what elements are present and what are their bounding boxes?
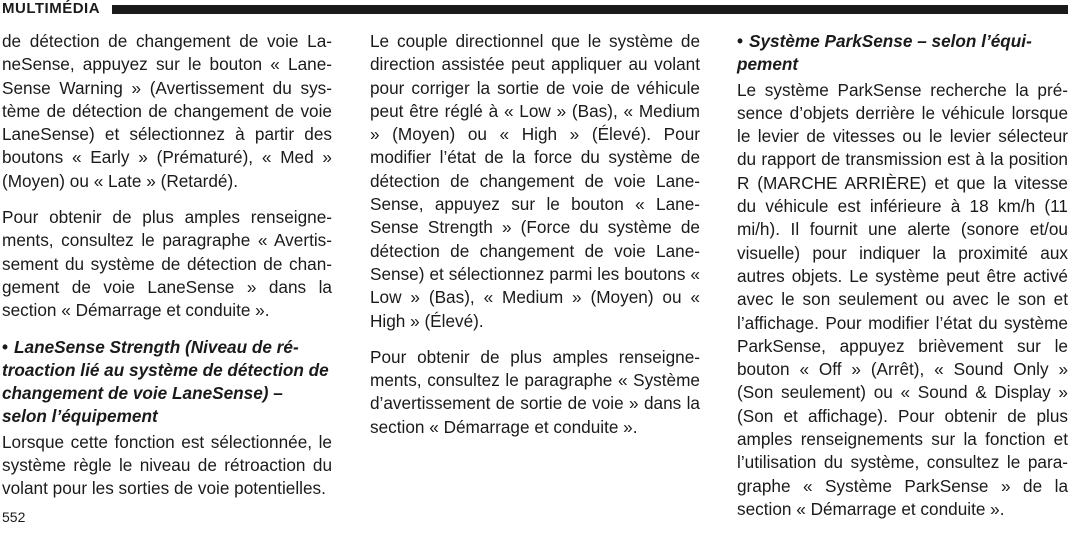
bullet-icon: • [737,31,744,51]
column-1 [2,30,332,514]
paragraph: Le système ParkSense recherche la présence d’objets derrière le véhicule lorsque le levier de vitesses ou le levier sélecteur du rapport de transmission est à la position R (MARCHE ARRIÈRE) et que la vitesse du véhicule est inférieure à 18 km/h (11 mi/h). Il fournit une alerte (sonore et/ou visuelle) pour indiquer la proximité aux autres objets. Le système peut être activé avec le son seulement ou avec le son et l’affichage. Pour modifier l’état du système ParkSense, appuyez brièvement sur le bouton « Off » (Arrêt), « Sound Only » (Son seulement) ou « Sound & Display » (Son et affichage). Pour obtenir de plus amples renseignements sur la fonction et l’utilisation du système, consultez le paragraphe « Système ParkSense » de la section « Démarrage et conduite ». [737,79,1068,519]
section-heading [737,30,1068,77]
section-title: MULTIMÉDIA [2,0,101,17]
heading-text: Système ParkSense – selon l’équipement [737,31,1032,75]
page-header [0,0,1068,20]
paragraph: Lorsque cette fonction est sélectionnée, le système règle le niveau de rétroaction du volant pour les sorties de voie potentielles. [2,431,332,499]
column-3 [737,30,1068,534]
column-2 [370,30,700,452]
paragraph: Pour obtenir de plus amples renseignements, consultez le paragraphe « Avertissement du système de détection de changement de voie LaneSense » dans la section « Démarrage et conduite ». [2,207,332,321]
section-heading [2,336,332,429]
page-number: 552 [2,509,26,525]
heading-text: LaneSense Strength (Niveau de rétroaction lié au système de détection de changement de voie LaneSense) – selon l’équipement [2,336,329,427]
paragraph: de détection de changement de voie LaneSense, appuyez sur le bouton « LaneSense Warning » (Avertissement du système de détection de changement de voie LaneSense) et sélectionnez à partir des boutons « Early » (Prématuré), « Med » (Moyen) ou « Late » (Retardé). [2,31,332,191]
header-rule [112,5,1068,14]
paragraph: Pour obtenir de plus amples renseignements, consultez le paragraphe « Système d’avertissement de sortie de voie » dans la section « Démarrage et conduite ». [370,346,700,437]
paragraph: Le couple directionnel que le système de direction assistée peut appliquer au volant pour corriger la sortie de voie de véhicule peut être réglé à « Low » (Bas), « Medium » (Moyen) ou « High » (Élevé). Pour modifier l’état de la force du système de détection de changement de voie LaneSense, appuyez sur le bouton « LaneSense Strength » (Force du système de détection de changement de voie LaneSense) et sélectionnez parmi les boutons « Low » (Bas), « Medium » (Moyen) ou « High » (Élevé). [370,31,700,331]
bullet-icon: • [2,336,9,357]
